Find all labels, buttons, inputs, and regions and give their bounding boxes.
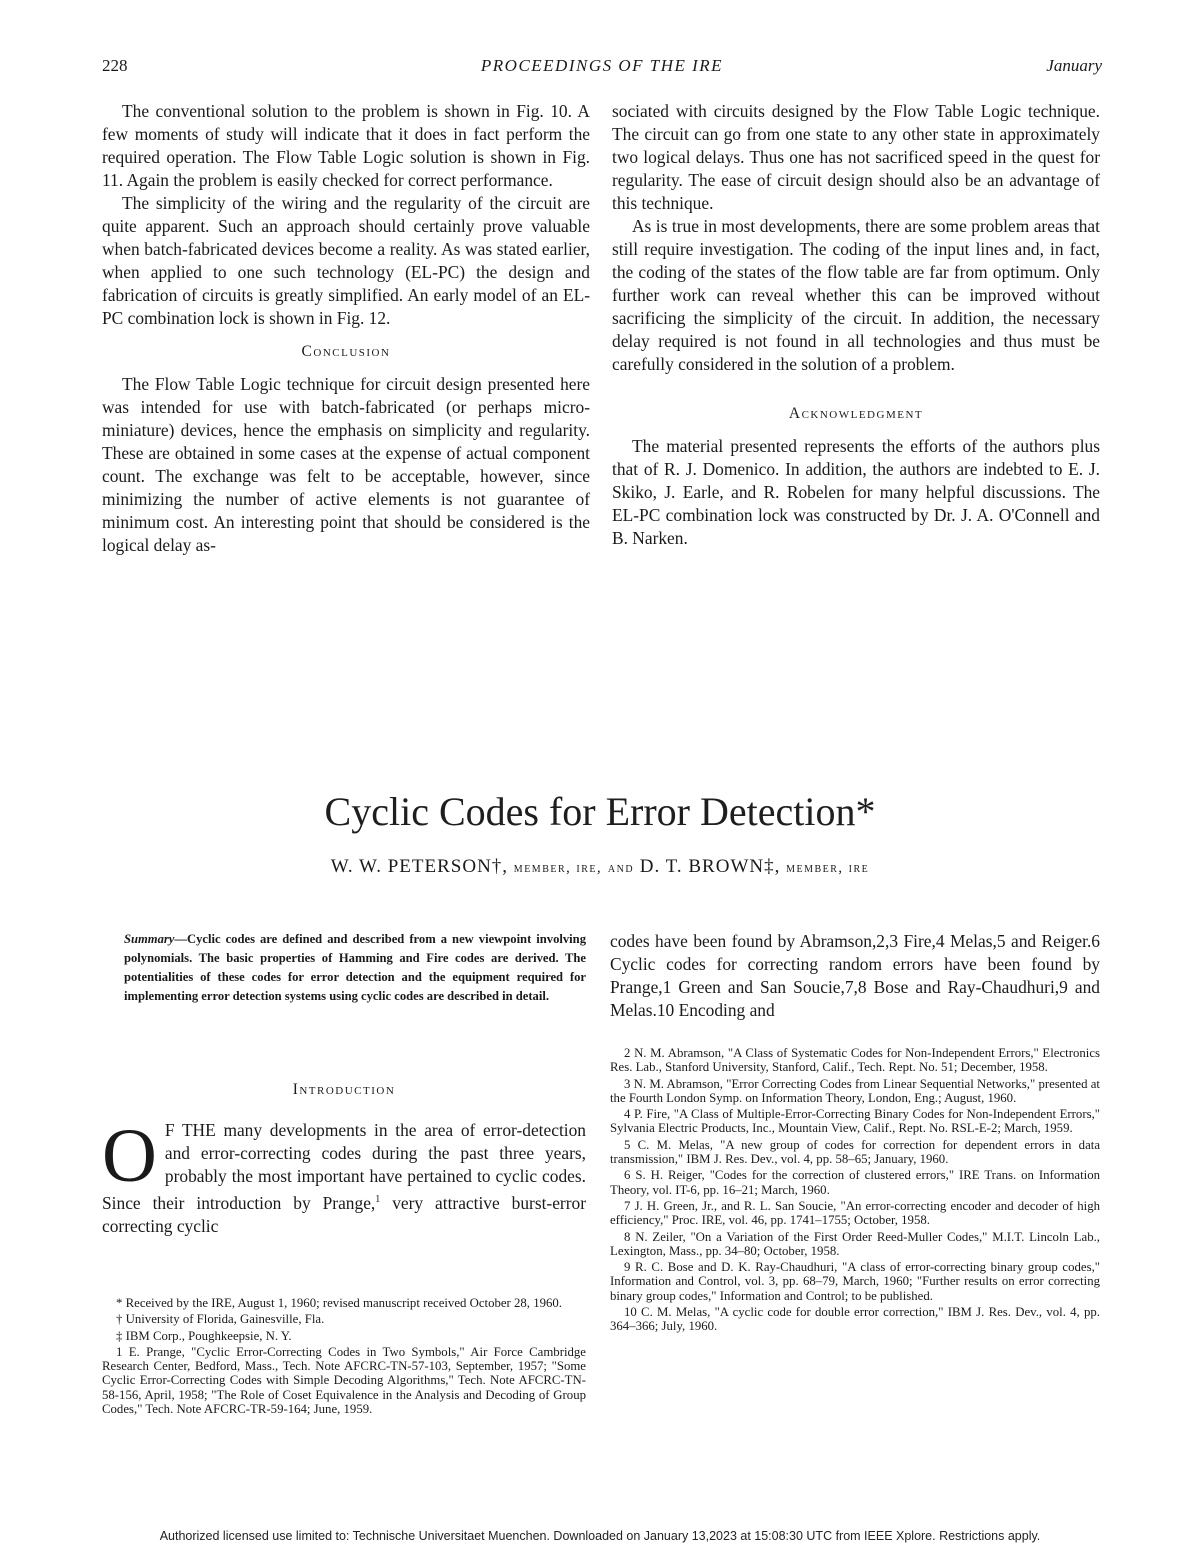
intro-lead-word: F THE: [164, 1120, 216, 1140]
author-2: D. T. BROWN‡,: [639, 856, 781, 877]
paragraph: codes have been found by Abramson,2,3 Fire,4 Melas,5 and Reiger.6 Cyclic codes for correcting random errors have been found by Prange,1 Green and San Soucie,7,8 Bose and Ray-Chaudhuri,9 and Melas.10 Encoding and: [610, 931, 1100, 1020]
footnote: 2 N. M. Abramson, "A Class of Systematic Codes for Non-Independent Errors," Electronics Res. Lab., Stanford University, Stanford, Calif., Tech. Rept. No. 51; December, 1958.: [610, 1046, 1100, 1075]
paragraph: The material presented represents the efforts of the authors plus that of R. J. Domenico. In addition, the authors are indebted to E. J. Skiko, J. Earle, and R. Robelen for many helpful discussions. The EL-PC combination lock was constructed by Dr. J. A. O'Connell and B. Narken.: [612, 436, 1100, 548]
footnote: 8 N. Zeiler, "On a Variation of the First Order Reed-Muller Codes," M.I.T. Lincoln Lab., Lexington, Mass., pp. 34–80; October, 1958.: [610, 1229, 1100, 1258]
paragraph: The conventional solution to the problem is shown in Fig. 10. A few moments of study will indicate that it does in fact perform the required operation. The Flow Table Logic solution is shown in Fig. 11. Again the problem is easily checked for correct performance.: [102, 101, 590, 190]
intro-text-b: very attractive burst-error correcting cyclic: [102, 1192, 586, 1236]
author-1-membership: member, ire,: [513, 860, 603, 876]
footnote: 6 S. H. Reiger, "Codes for the correction of clustered errors," IRE Trans. on Information Theory, vol. IT-6, pp. 16–21; March, 1960.: [610, 1168, 1100, 1197]
issue-month: January: [1046, 56, 1102, 75]
abstract: [124, 930, 586, 1006]
article-title: Cyclic Codes for Error Detection*: [324, 789, 876, 834]
footnote: 9 R. C. Bose and D. K. Ray-Chaudhuri, "A class of error-correcting binary group codes," Information and Control, vol. 3, pp. 68–79, March, 1960; "Further results on error correcting binary group codes," Information and Control; to be published.: [610, 1260, 1100, 1303]
footnote: 1 E. Prange, "Cyclic Error-Correcting Codes in Two Symbols," Air Force Cambridge Research Center, Bedford, Mass., Tech. Note AFCRC-TN-57-103, September, 1957; "Some Cyclic Error-Correcting Codes with Simple Decoding Algorithms," Tech. Note AFCRC-TN-58-156, April, 1958; "The Role of Coset Equivalence in the Analysis and Decoding of Group Codes," Tech. Note AFCRC-TR-59-164; June, 1959.: [102, 1344, 586, 1417]
footnote: 3 N. M. Abramson, "Error Correcting Codes from Linear Sequential Networks," presented at the Fourth London Symp. on Information Theory, London, Eng.; August, 1960.: [610, 1076, 1100, 1105]
footnote: 4 P. Fire, "A Class of Multiple-Error-Correcting Binary Codes for Non-Independent Errors," Sylvania Electric Products, Inc., Mountain View, Calif., Rept. No. RSL-E-2; March, 1959.: [610, 1107, 1100, 1136]
author-1: W. W. PETERSON†,: [330, 856, 509, 877]
abstract-label: Summary: [124, 932, 175, 946]
paragraph: The Flow Table Logic technique for circuit design presented here was intended for use with batch-fabricated (or perhaps micro-miniature) devices, hence the emphasis on simplicity and regularity. These are obtained in some cases at the expense of actual component count. The exchange was felt to be acceptable, however, since minimizing the number of active elements is not guarantee of minimum cost. An interesting point that should be considered is the logical delay as-: [102, 374, 590, 555]
footnote: * Received by the IRE, August 1, 1960; revised manuscript received October 28, 1960.: [116, 1296, 563, 1310]
prev-article-left-column: [102, 100, 590, 557]
footnote: 5 C. M. Melas, "A new group of codes for correction for dependent errors in data transmission," IBM J. Res. Dev., vol. 4, pp. 58–65; January, 1960.: [610, 1137, 1100, 1167]
introduction-heading: Introduction: [292, 1081, 396, 1098]
footnotes-right: [610, 1046, 1100, 1336]
introduction-section: [102, 1068, 586, 1238]
paragraph: The simplicity of the wiring and the regularity of the circuit are quite apparent. Such an approach should certainly prove valuable when batch-fabricated devices become a reality. As was stated earlier, when applied to one such technology (EL-PC) the design and fabrication of circuits is greatly simplified. An early model of an EL-PC combination lock is shown in Fig. 12.: [102, 193, 590, 328]
conclusion-heading: Conclusion: [301, 343, 391, 360]
author-conjunction: and: [607, 860, 635, 876]
footnote: 7 J. H. Green, Jr., and R. L. San Soucie, "An error-correcting encoder and decoder of high efficiency," Proc. IRE, vol. 46, pp. 1741–1755; October, 1958.: [610, 1198, 1100, 1228]
paragraph: sociated with circuits designed by the Flow Table Logic technique. The circuit can go from one state to any other state in approximately two logical delays. Thus one has not sacrificed speed in the quest for regularity. The ease of circuit design should also be an advantage of this technique.: [612, 101, 1100, 213]
intro-text-a: many developments in the area of error-detection and error-correcting codes during the past three years, probably the most important have pertained to cyclic codes. Since their introduction by Prange,: [102, 1120, 586, 1213]
footnote: † University of Florida, Gainesville, Fla.: [116, 1312, 325, 1327]
abstract-text: —Cyclic codes are defined and described from a new viewpoint involving polynomials. The basic properties of Hamming and Fire codes are derived. The potentialities of these codes for error detection and the equipment required for implementing error detection systems using cyclic codes are described in detail.: [124, 932, 586, 1003]
footnote: ‡ IBM Corp., Poughkeepsie, N. Y.: [116, 1328, 292, 1343]
page-number: 228: [102, 56, 128, 75]
drop-cap: O: [102, 1114, 157, 1198]
introduction-paragraph: [102, 1114, 586, 1238]
download-notice: Authorized licensed use limited to: Technische Universitaet Muenchen. Downloaded on January 13,2023 at 15:08:30 UTC from IEEE Xplore. Restrictions apply.: [159, 1529, 1041, 1543]
footnote: 10 C. M. Melas, "A cyclic code for double error correction," IBM J. Res. Dev., vol. 4, pp. 364–366; July, 1960.: [610, 1305, 1100, 1334]
running-header: [102, 56, 1102, 80]
paragraph: As is true in most developments, there are some problem areas that still require investigation. The coding of the input lines and, in fact, the coding of the states of the flow table are far from optimum. Only further work can reveal whether this can be improved without sacrificing the simplicity of the circuit. In addition, the necessary delay required is not found in all technologies and thus must be carefully considered in the solution of a problem.: [612, 216, 1100, 374]
article-authors: [0, 856, 1200, 878]
author-2-membership: member, ire: [786, 860, 870, 876]
journal-title: PROCEEDINGS OF THE IRE: [480, 56, 724, 75]
footnote-ref: 1: [375, 1194, 381, 1205]
introduction-right-column: [610, 930, 1100, 1022]
prev-article-right-column: [612, 100, 1100, 550]
footnotes-left: [102, 1296, 586, 1418]
acknowledgment-heading: Acknowledgment: [788, 405, 924, 422]
